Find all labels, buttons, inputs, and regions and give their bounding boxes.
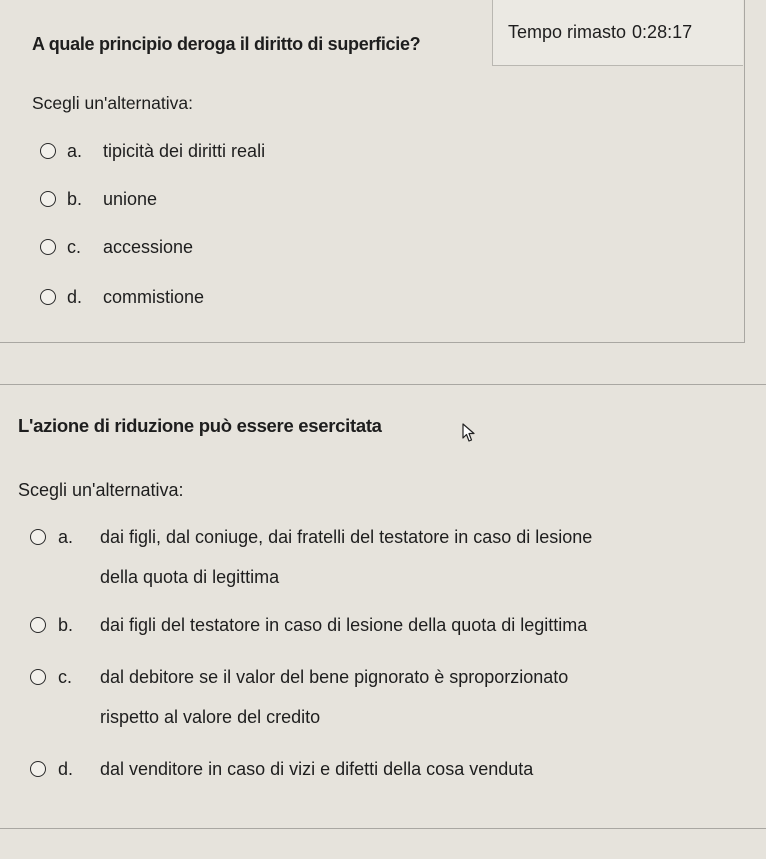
option-letter: a. [58,527,74,547]
radio-unselected-icon[interactable] [30,761,46,777]
option-label: dal venditore in caso di vizi e difetti della cosa venduta [100,759,534,779]
option-label-line-2: rispetto al valore del credito [100,707,321,727]
question-2-panel [0,384,766,829]
option-letter: d. [58,759,74,779]
radio-unselected-icon[interactable] [30,617,46,633]
question-1-option-d[interactable] [40,286,204,308]
question-1-instruction: Scegli un'alternativa: [32,93,193,113]
option-letter: d. [67,287,83,307]
question-2-option-a[interactable] [30,517,592,597]
radio-unselected-icon[interactable] [40,239,56,255]
radio-unselected-icon[interactable] [40,191,56,207]
option-label-line-1: dai figli, dal coniuge, dai fratelli del testatore in caso di lesione [100,527,593,547]
option-label [100,517,592,597]
radio-unselected-icon[interactable] [30,669,46,685]
option-label-line-1: dal debitore se il valor del bene pignorato è sproporzionato [100,667,569,687]
radio-unselected-icon[interactable] [40,143,56,159]
option-letter: a. [67,141,83,161]
option-label: dai figli del testatore in caso di lesione della quota di legittima [100,615,588,635]
radio-unselected-icon[interactable] [30,529,46,545]
question-1-title: A quale principio deroga il diritto di superficie? [32,34,421,54]
option-label: commistione [103,287,205,307]
question-1-option-b[interactable] [40,188,157,210]
option-label: unione [103,189,158,209]
mouse-pointer-icon [462,423,478,443]
option-label: accessione [103,237,194,257]
time-remaining-value: 0:28:17 [632,22,693,42]
time-remaining-label: Tempo rimasto [508,22,627,42]
time-remaining-box [492,0,743,66]
option-label: tipicità dei diritti reali [103,141,266,161]
question-2-option-b[interactable] [30,605,587,645]
option-letter: b. [58,615,74,635]
option-label-line-2: della quota di legittima [100,567,280,587]
option-letter: c. [58,667,73,687]
option-letter: c. [67,237,82,257]
question-2-title: L'azione di riduzione può essere esercitata [18,415,382,436]
question-1-option-a[interactable] [40,140,265,162]
question-2-option-d[interactable] [30,749,533,789]
option-label [100,657,568,737]
option-letter: b. [67,189,83,209]
question-2-option-c[interactable] [30,657,568,737]
question-1-option-c[interactable] [40,236,193,258]
radio-unselected-icon[interactable] [40,289,56,305]
question-2-instruction: Scegli un'alternativa: [18,480,184,500]
